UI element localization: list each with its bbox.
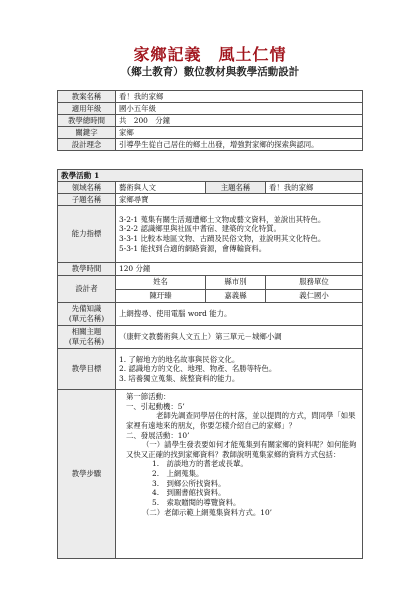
table-row	[58, 127, 363, 139]
goal-label: 教學目標	[58, 349, 116, 390]
designer-label: 設計者	[58, 276, 116, 303]
step-list	[126, 459, 359, 507]
steps-cell	[116, 390, 363, 559]
info-label: 設計理念	[58, 139, 116, 151]
table-row	[58, 349, 363, 390]
document-subtitle: （鄉土教育）數位教材與教學活動設計	[120, 66, 300, 78]
related-label: 相關主題 (單元名稱)	[58, 326, 116, 349]
step-text: 第一節活動：	[126, 392, 171, 401]
list-item: 5-3-1 能找到合適的網路資源，會傳輸資料。	[119, 243, 267, 253]
table-row	[58, 303, 363, 326]
table-row	[58, 182, 363, 194]
table-row	[58, 206, 363, 263]
designer-name: 陳玗臻	[116, 289, 206, 303]
activity-table	[57, 169, 363, 559]
ability-label: 能力指標	[58, 206, 116, 263]
info-label: 教學總時間	[58, 115, 116, 127]
goal-list	[119, 355, 359, 384]
list-item: 1. 訪談地方的耆老或長輩。	[152, 459, 248, 469]
designer-col-county: 縣市別	[206, 276, 266, 290]
table-row	[58, 263, 363, 276]
step-text: （二）老師示範上網蒐集資料方式。10’	[142, 507, 273, 517]
list-item: 3. 培養獨立蒐集、統整資料的能力。	[119, 373, 240, 383]
info-label: 關鍵字	[58, 127, 116, 139]
list-item: 2. 上網蒐集。	[152, 469, 204, 478]
subtopic-label: 子題名稱	[58, 194, 116, 206]
steps-label: 教學步驟	[58, 390, 116, 559]
info-label: 教案名稱	[58, 91, 116, 103]
table-row	[58, 276, 363, 290]
step-text: 老師先調查同學居住的村落，並以提問的方式，問同學「如果家裡有遠地來的朋友，你要怎樣介紹自己的家鄉」？	[126, 411, 356, 430]
field-value: 藝術與人文	[116, 182, 206, 194]
table-row	[58, 194, 363, 206]
list-item: 1. 了解地方的地名故事與民俗文化。	[119, 354, 240, 364]
step-text: 一、引起動機：5’	[126, 401, 185, 411]
goal-list-cell	[116, 349, 363, 390]
info-value: 引導學生從自己居住的鄉土出發，增強對家鄉的探索與認同。	[116, 139, 363, 151]
list-item: 3-2-2 認識鄉里與社區中耆宿、建築的文化特質。	[119, 224, 281, 234]
ability-list	[119, 215, 359, 254]
prior-value: 上網搜尋、使用電腦 word 能力。	[116, 303, 363, 326]
table-row	[58, 103, 363, 115]
lesson-info-table	[57, 90, 363, 151]
designer-col-unit: 服務單位	[266, 276, 363, 290]
info-label: 適用年級	[58, 103, 116, 115]
time-value: 120 分鐘	[116, 263, 363, 276]
list-item: 3. 到鄉公所找資料。	[152, 478, 226, 488]
topic-label: 主題名稱	[206, 182, 266, 194]
activity-heading: 教學活動 1	[58, 170, 363, 182]
list-item: 3-2-1 蒐集有關生活週遭鄉土文物或藝文資料，並說出其特色。	[119, 214, 326, 224]
list-item: 2. 認識地方的文化、地理、物產、名勝等特色。	[119, 364, 277, 374]
step-text: 二、發展活動：10’	[126, 430, 190, 440]
list-item: 5. 索取贈閱的導覽資料。	[152, 497, 241, 507]
related-value: （康軒文教藝術與人文五上）第三單元－城鄉小調	[116, 326, 363, 349]
teaching-steps	[126, 392, 359, 517]
info-value: 國小五年級	[116, 103, 363, 115]
table-row	[58, 170, 363, 182]
list-item: 4. 到圖書館找資料。	[152, 488, 226, 498]
subtopic-value: 家鄉尋寶	[116, 194, 363, 206]
document-title: 家鄉記義 風土仁情	[133, 45, 287, 64]
table-row	[58, 326, 363, 349]
designer-col-name: 姓名	[116, 276, 206, 290]
topic-value: 看！我的家鄉	[266, 182, 363, 194]
step-text: （一）請學生發表要如何才能蒐集到有關家鄉的資料呢？如何能夠又快又正確的找到家鄉資料？教師說明蒐集家鄉的資料方式包括：	[126, 440, 357, 459]
info-value: 看！我的家鄉	[116, 91, 363, 103]
table-row	[58, 390, 363, 559]
table-row	[58, 139, 363, 151]
info-value: 家鄉	[116, 127, 363, 139]
table-row	[58, 91, 363, 103]
table-row	[58, 115, 363, 127]
time-label: 教學時間	[58, 263, 116, 276]
list-item: 3-3-1 比較本地區文物、古蹟及民俗文物，並說明其文化特色。	[119, 234, 326, 243]
info-value: 共 200 分鐘	[116, 115, 363, 127]
designer-unit: 義仁國小	[266, 289, 363, 303]
designer-county: 嘉義縣	[206, 289, 266, 303]
prior-label: 先備知識 (單元名稱)	[58, 303, 116, 326]
field-label: 領域名稱	[58, 182, 116, 194]
ability-list-cell	[116, 206, 363, 263]
